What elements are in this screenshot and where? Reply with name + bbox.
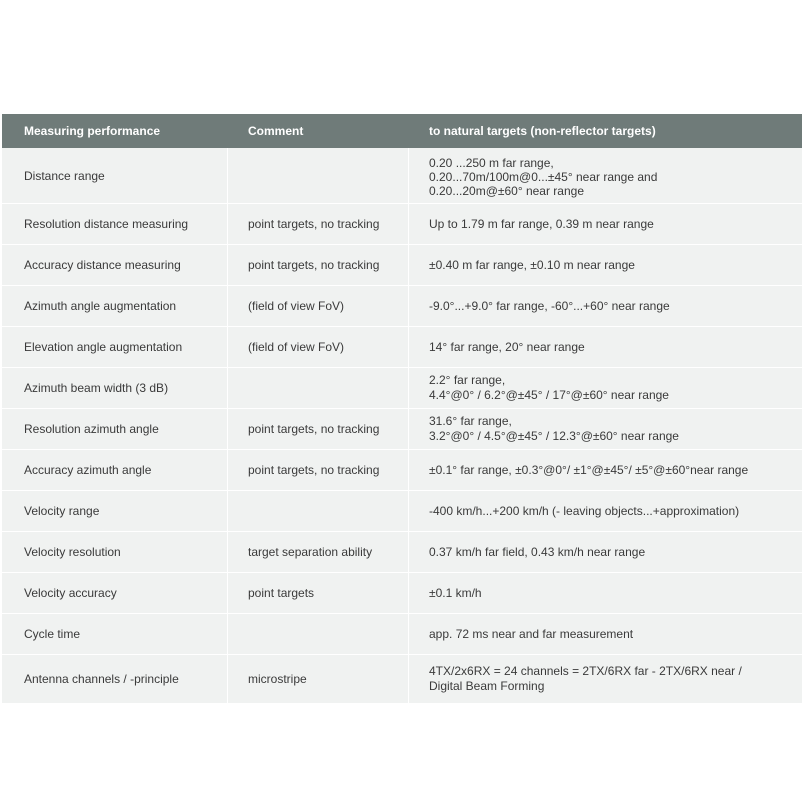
cell-value xyxy=(409,409,802,450)
cell-value xyxy=(409,491,802,532)
cell-value xyxy=(409,532,802,573)
cell-value-line: ±0.40 m far range, ±0.10 m near range xyxy=(429,257,635,272)
cell-parameter: Azimuth beam width (3 dB) xyxy=(2,368,228,409)
table-row xyxy=(2,368,802,409)
cell-parameter: Antenna channels / -principle xyxy=(2,655,228,703)
cell-value xyxy=(409,286,802,327)
cell-value xyxy=(409,450,802,491)
cell-parameter: Azimuth angle augmentation xyxy=(2,286,228,327)
cell-value-line: 14° far range, 20° near range xyxy=(429,339,585,354)
cell-comment: target separation ability xyxy=(228,532,409,573)
cell-value-line: -9.0°...+9.0° far range, -60°...+60° near range xyxy=(429,298,670,313)
table-row xyxy=(2,532,802,573)
cell-value xyxy=(409,204,802,245)
cell-value-line: 0.20...70m/100m@0...±45° near range and xyxy=(429,169,658,184)
table-row xyxy=(2,286,802,327)
header-comment: Comment xyxy=(248,124,304,138)
cell-value-line: 0.37 km/h far field, 0.43 km/h near range xyxy=(429,544,646,559)
cell-value-line: app. 72 ms near and far measurement xyxy=(429,626,634,641)
cell-comment xyxy=(228,368,409,409)
cell-parameter: Elevation angle augmentation xyxy=(2,327,228,368)
cell-value xyxy=(409,148,802,204)
table-row xyxy=(2,655,802,703)
cell-value xyxy=(409,655,802,703)
table-row xyxy=(2,204,802,245)
cell-value xyxy=(409,245,802,286)
table-body xyxy=(2,148,802,703)
specification-table xyxy=(2,114,802,703)
cell-value-line: 0.20 ...250 m far range, xyxy=(429,155,554,170)
cell-comment xyxy=(228,148,409,204)
cell-value-line: Up to 1.79 m far range, 0.39 m near range xyxy=(429,216,654,231)
cell-parameter: Distance range xyxy=(2,148,228,204)
cell-value-line: Digital Beam Forming xyxy=(429,679,545,693)
table-row xyxy=(2,573,802,614)
cell-value-line: -400 km/h...+200 km/h (- leaving objects...+approximation) xyxy=(429,503,740,518)
cell-value-line: 0.20...20m@±60° near range xyxy=(429,183,584,198)
cell-comment: (field of view FoV) xyxy=(228,327,409,368)
cell-value-line: 3.2°@0° / 4.5°@±45° / 12.3°@±60° near range xyxy=(429,429,679,443)
header-parameter: Measuring performance xyxy=(24,124,161,138)
cell-parameter: Accuracy azimuth angle xyxy=(2,450,228,491)
cell-value-line: 2.2° far range, xyxy=(429,373,506,387)
cell-value-line: 4TX/2x6RX = 24 channels = 2TX/6RX far - 2TX/6RX near / xyxy=(429,664,742,678)
table-row xyxy=(2,450,802,491)
header-row xyxy=(2,114,802,148)
cell-comment: (field of view FoV) xyxy=(228,286,409,327)
cell-value-line: 4.4°@0° / 6.2°@±45° / 17°@±60° near range xyxy=(429,388,669,402)
cell-value xyxy=(409,327,802,368)
header-value: to natural targets (non-reflector targets) xyxy=(429,124,656,138)
cell-value xyxy=(409,368,802,409)
table-row xyxy=(2,409,802,450)
cell-comment xyxy=(228,614,409,655)
table-row xyxy=(2,327,802,368)
cell-comment: point targets, no tracking xyxy=(228,245,409,286)
cell-parameter: Resolution azimuth angle xyxy=(2,409,228,450)
cell-value-line: ±0.1° far range, ±0.3°@0°/ ±1°@±45°/ ±5°@±60°near range xyxy=(429,462,749,477)
cell-comment: point targets xyxy=(228,573,409,614)
cell-comment: point targets, no tracking xyxy=(228,204,409,245)
cell-comment: microstripe xyxy=(228,655,409,703)
cell-comment: point targets, no tracking xyxy=(228,409,409,450)
cell-parameter: Velocity range xyxy=(2,491,228,532)
table-row xyxy=(2,614,802,655)
table-header xyxy=(2,114,802,148)
cell-parameter: Accuracy distance measuring xyxy=(2,245,228,286)
cell-comment xyxy=(228,491,409,532)
cell-parameter: Resolution distance measuring xyxy=(2,204,228,245)
cell-value xyxy=(409,573,802,614)
table-row xyxy=(2,491,802,532)
cell-comment: point targets, no tracking xyxy=(228,450,409,491)
cell-value xyxy=(409,614,802,655)
table-row xyxy=(2,245,802,286)
table-row xyxy=(2,148,802,204)
cell-value-line: 31.6° far range, xyxy=(429,414,512,428)
cell-value-line: ±0.1 km/h xyxy=(429,585,482,600)
cell-parameter: Velocity resolution xyxy=(2,532,228,573)
cell-parameter: Cycle time xyxy=(2,614,228,655)
cell-parameter: Velocity accuracy xyxy=(2,573,228,614)
